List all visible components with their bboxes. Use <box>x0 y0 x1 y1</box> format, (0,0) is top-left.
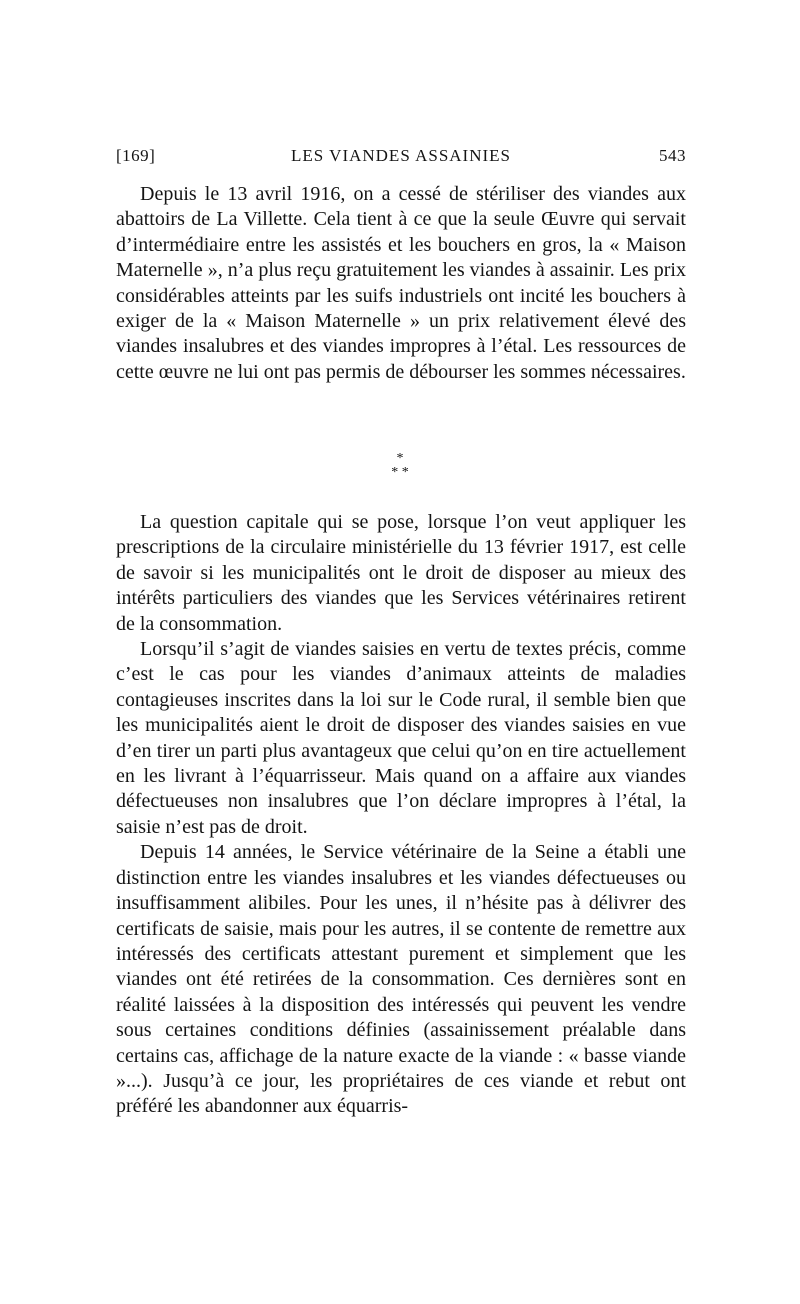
asterisk-top: * <box>396 451 404 466</box>
text-block-top <box>116 182 686 385</box>
paragraph: Depuis 14 années, le Service vétérinaire de la Seine a établi une distinction entre les viandes insalubres et les viandes défectueuses ou insuffisamment alibiles. Pour les unes, il n’hésite pas à délivrer des certificats de saisie, mais pour les autres, il se contente de remettre aux intéressés des certificats attestant purement et simplement que les viandes ont été retirées de la consommation. Ces dernières sont en réalité laissées à la disposition des intéressés qui peuvent les vendre sous certaines conditions définies (assainissement préalable dans certains cas, affichage de la nature exacte de la viande : « basse viande »...). Jusqu’à ce jour, les propriétaires de ces viande et rebut ont préféré les abandonner aux équarris- <box>116 841 686 1118</box>
paragraph: Lorsqu’il s’agit de viandes saisies en vertu de textes précis, comme c’est le cas pour les viandes d’animaux atteints de maladies contagieuses inscrites dans la loi sur le Code rural, il semble bien que les municipalités aient le droit de disposer des viandes saisies en vue d’en tirer un parti plus avantageux que celui qu’on en tire actuellement en les livrant à l’équarrisseur. Mais quand on a affaire aux viandes défectueuses non insalubres que l’on déclare impropres à l’étal, la saisie n’est pas de droit. <box>116 638 686 838</box>
asterisks-bottom: * * <box>391 465 409 480</box>
section-number: [169] <box>116 146 156 165</box>
paragraph: Depuis le 13 avril 1916, on a cessé de stériliser des viandes aux abattoirs de La Villette. Cela tient à ce que la seule Œuvre qui servait d’intermédiaire entre les assistés et les bouchers en gros, la « Maison Maternelle », n’a plus reçu gratuitement les viandes à assainir. Les prix considérables atteints par les suifs industriels ont incité les bouchers à exiger de la « Maison Maternelle » un prix relativement élevé des viandes insalubres et des viandes impropres à l’étal. Les ressources de cette œuvre ne lui ont pas permis de débourser les sommes nécessaires. <box>116 183 686 383</box>
paragraph: La question capitale qui se pose, lorsque l’on veut appliquer les prescriptions de la circulaire ministérielle du 13 février 1917, est celle de savoir si les municipalités ont le droit de disposer au mieux des intérêts particuliers des viandes que les Services vétérinaires retirent de la consommation. <box>116 511 686 635</box>
running-head <box>116 146 686 172</box>
section-separator-asterism <box>380 452 420 480</box>
page-number: 543 <box>659 146 686 165</box>
running-title: LES VIANDES ASSAINIES <box>291 146 511 165</box>
text-block-bottom <box>116 510 686 1120</box>
